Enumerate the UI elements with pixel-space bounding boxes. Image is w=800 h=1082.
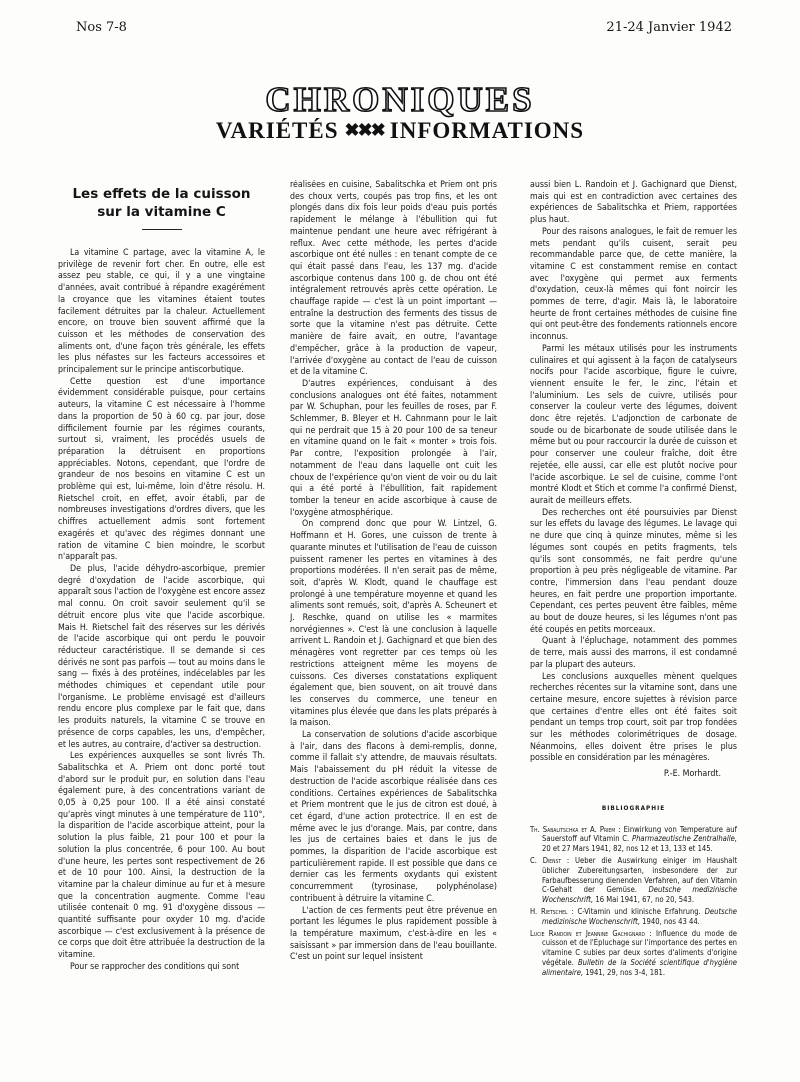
bibliography-list xyxy=(530,825,737,978)
bib-ref: 20 et 27 Mars 1941, 82, nos 12 et 13, 133 et 145. xyxy=(542,844,713,854)
bibliography-entry xyxy=(530,856,737,905)
paragraph: Pour se rapprocher des conditions qui sont xyxy=(70,961,240,972)
bib-title: Influence du mode de cuisson et de l'Épluchage sur l'importance des pertes en vitamine C subies par deux sortes d'aliments d'origine végétale. xyxy=(542,928,737,967)
bibliography-entry xyxy=(530,825,737,854)
paragraph: aussi bien L. Randoin et J. Gachignard que Dienst, mais qui est en contradiction avec certaines des expériences de Sabalitschka et Priem, rapportées plus haut. xyxy=(530,180,737,226)
paragraph: Cette question est d'une importance évidemment considérable puisque, pour certains auteurs, la vitamine C est nécessaire à l'homme dans la proportion de 50 à 60 cg. par jour, dose difficilement fournie par les régimes courants, surtout si, vraiment, les procédés usuels de préparation la détruisent en proportions appréciables. Notons, cependant, que l'ordre de grandeur de nos besoins en vitamine C est un problème qui est, lui-même, loin d'être résolu. H. Rietschel croit, en effet, avoir établi, par de nombreuses investigations d'ordres divers, que les chiffres actuellement admis sont fortement exagérés et qu'avec des régimes donnant une ration de vitamine C bien moindre, le scorbut n'apparaît pas. xyxy=(58,376,265,563)
masthead-subtitle xyxy=(0,118,800,144)
paragraph: Les expériences auxquelles se sont livrés Th. Sabalitschka et A. Priem ont donc porté tout d'abord sur le produit pur, en solution dans l'eau également pure, à des concentrations variant de 0,05 à 0,25 pour 100. Il a été ainsi constaté qu'après vingt minutes à une température de 110°, la disparition de l'acide ascorbique atteint, pour la solution la plus faible, 21 pour 100 et pour la solution la plus concentrée, 6 pour 100. Au bout d'une heure, les pertes sont respectivement de 26 et de 10 pour 100. Ainsi, la destruction de la vitamine par la chaleur diminue au fur et à mesure que la concentration augmente. Comme l'eau utilisée contenait 0 mg. 91 d'oxygène dissous — quantité suffisante pour oxyder 10 mg. d'acide ascorbique — c'est exclusivement à la présence de ce corps que doit être attribuée la destruction de la vitamine. xyxy=(58,751,265,961)
bib-journal: Deutsche medizinische Wochenschrift, xyxy=(542,885,737,905)
bib-authors: C. Dienst : xyxy=(530,855,570,865)
paragraph: D'autres expériences, conduisant à des conclusions analogues ont été faites, notamment par W. Schuphan, pour les feuilles de roses, par F. Schlemmer, B. Bleyer et H. Cahnmann pour le lait qui ne perdrait que 15 à 20 pour 100 de sa teneur en vitamine quand on le fait « monter » trois fois. Par contre, l'exposition prolongée à l'air, notamment de l'eau dans laquelle ont cuit les choux de l'expérience qu'on vient de voir ou du lait qui a été porté à l'ébullition, fait rapidement tomber la teneur en acide ascorbique à cause de l'oxygène atmosphérique. xyxy=(290,378,497,518)
bibliography-heading: BIBLIOGRAPHIE xyxy=(601,803,666,812)
issue-date: 21-24 Janvier 1942 xyxy=(606,20,732,35)
bib-authors: H. Rietschel : xyxy=(530,906,574,916)
article-column-1 xyxy=(58,180,265,974)
masthead-subtitle-right: INFORMATIONS xyxy=(389,118,585,143)
paragraph: réalisées en cuisine, Sabalitschka et Priem ont pris des choux verts, coupés pas trop fins, et les ont plongés dans dix fois leur poids d'eau puis portés rapidement le mélange à l'ébullition qui fut maintenue pendant une heure avec réfrigérant à reflux. Avec cette méthode, les pertes d'acide ascorbique ont été nulles : en tenant compte de ce qui était passé dans l'eau, les 137 mg. d'acide ascorbique contenus dans 100 g. de chou ont été intégralement retrouvés après cette opération. Le chauffage rapide — c'est là un point important — entraîne la destruction des ferments des tissus de sorte que la vitamine n'est pas détruite. Cette manière de faire avait, en outre, l'avantage d'empêcher, grâce à la production de vapeur, l'arrivée d'oxygène au contact de l'eau de cuisson et de la vitamine C. xyxy=(290,180,497,378)
bib-title: C-Vitamin und klinische Erfahrung. xyxy=(577,906,701,916)
paragraph: La vitamine C partage, avec la vitamine A, le privilège de revenir fort cher. En outre, elle est assez peu stable, ce qui, il y a une vingtaine d'années, avait contribué à répandre exagérément la croyance que les vitamines étaient toutes facilement détruites par la chaleur. Actuellement encore, on trouve bien souvent affirmé que la cuisson et les méthodes de conservation des aliments ont, d'une façon très générale, les effets les plus néfastes sur les facteurs accessoires et principalement sur le principe antiscorbutique. xyxy=(58,248,265,376)
paragraph: Les conclusions auxquelles mènent quelques recherches récentes sur la vitamine sont, dans une certaine mesure, encore sujettes à révision parce que certaines d'entre elles ont été faites soit pendant un temps trop court, soit par trop fondées sur les méthodes colorimétriques de dosage. Néanmoins, elles doivent être prises le plus possible en considération par les ménagères. xyxy=(530,671,737,764)
author-signature: P.-E. Morhardt. xyxy=(663,769,721,780)
bib-authors: Lucie Randoin et Jeannine Gachignard : xyxy=(530,928,652,938)
bib-ref: 16 Mai 1941, 67, no 20, 543. xyxy=(595,895,695,905)
bib-title: Einwirkung von Temperature auf Sauerstoff auf Vitamin C. xyxy=(542,824,737,844)
article-title-line: Les effets de la cuisson xyxy=(72,186,251,202)
paragraph: Quant à l'épluchage, notamment des pommes de terre, mais aussi des marrons, il est condamné par la plupart des auteurs. xyxy=(530,636,737,670)
bib-journal: Bulletin de la Société scientifique d'hygiène alimentaire, xyxy=(542,957,737,977)
article-column-2 xyxy=(290,180,497,964)
bib-title: Ueber die Auswirkung einiger im Haushalt üblicher Zubereitungsarten, insbesondere der zur Farbaufbesserung dienenden Verfahren, auf den Vitamin C-Gehalt der Gemüse. xyxy=(542,855,737,895)
paragraph: On comprend donc que pour W. Lintzel, G. Hoffmann et H. Gores, une cuisson de trente à quarante minutes et l'utilisation de l'eau de cuisson puissent ramener les pertes en vitamines à des proportions modérées. Il n'en serait pas de même, soit, d'après W. Klodt, quand le chauffage est prolongé à une température moyenne et quand les aliments sont remués, soit, d'après A. Scheunert et J. Reschke, quand on utilise les « marmites norvégiennes ». C'est là une conclusion à laquelle arrivent L. Randoin et J. Gachignard et que bien des ménagères vont regretter par ces temps où les restrictions atteignent même les moyens de cuissons. Ces diverses constatations expliquent également que, bien souvent, on ait trouvé dans les conserves du commerce, une teneur en vitamines plus élevée que dans les plats préparés à la maison. xyxy=(290,519,497,729)
paragraph: De plus, l'acide déhydro-ascorbique, premier degré d'oxydation de l'acide ascorbique, qui apparaît sous l'action de l'oxygène est encore assez mal connu. On croit savoir seulement qu'il se détruit encore plus vite que l'acide ascorbique. Mais H. Rietschel fait des réserves sur les dérivés de l'acide ascorbique qui ont perdu le pouvoir réducteur caractéristique. Il se demande si ces dérivés ne sont pas parfois — tout au moins dans le sang — fixés à des protéines, indécelables par les méthodes chimiques et cependant utile pour l'organisme. Le problème envisagé est d'ailleurs rendu encore plus complexe par le fait que, dans les produits naturels, la vitamine C se trouve en présence de corps capables, les uns, d'empêcher, et les autres, au contraire, d'activer sa destruction. xyxy=(58,563,265,750)
article-column-3 xyxy=(530,180,737,980)
paragraph: La conservation de solutions d'acide ascorbique à l'air, dans des flacons à demi-remplis, donne, comme il fallait s'y attendre, de mauvais résultats. Mais l'abaissement du pH réduit la vitesse de destruction de l'acide ascorbique réalisée dans ces conditions. Certaines expériences de Sabalitschka et Priem montrent que le jus de citron est doué, à cet égard, d'une action protectrice. Il en est de même avec le jus d'orange. Mais, par contre, dans les jus de certaines baies et dans le jus de pommes, la disparition de l'acide ascorbique est particulièrement rapide. Il est possible que dans ce dernier cas les ferments oxydants qui existent concurremment (tyrosinase, polyphénolase) contribuent à détruire la vitamine C. xyxy=(290,730,497,904)
bibliography-entry xyxy=(530,929,737,978)
paragraph: L'action de ces ferments peut être prévenue en portant les légumes le plus rapidement possible à la température maximum, c'est-à-dire en les « saisissant » par immersion dans de l'eau bouillante. C'est un point sur lequel insistent xyxy=(290,905,497,963)
masthead-title: CHRONIQUES xyxy=(265,80,535,119)
article-title-line: sur la vitamine C xyxy=(97,204,226,220)
masthead-subtitle-left: VARIÉTÉS xyxy=(215,118,339,143)
bib-ref: 1940, nos 43 44. xyxy=(642,916,700,926)
ornament-icon: ✖✖✖ xyxy=(344,120,384,140)
bib-journal: Pharmazeutische Zentralhalle, xyxy=(631,834,737,844)
paragraph: Parmi les métaux utilisés pour les instruments culinaires et qui agissent à la façon de catalyseurs nocifs pour l'acide ascorbique, figure le cuivre, viennent ensuite le fer, le zinc, l'étain et l'aluminium. Les sels de cuivre, utilisés pour conserver la couleur verte des légumes, doivent donc être rejetés. L'adjonction de carbonate de soude ou de bicarbonate de soude utilisée dans le même but ou pour raccourcir la durée de cuisson et pour conserver une couleur fraîche, doit être rejetée, elle aussi, car elle est plutôt nocive pour l'acide ascorbique. Le sel de cuisine, comme l'ont montré Klodt et Stich et comme l'a confirmé Dienst, aurait de meilleurs effets. xyxy=(530,343,737,506)
paragraph: Des recherches ont été poursuivies par Dienst sur les effets du lavage des légumes. Le lavage qui ne dure que cinq à quinze minutes, même si les légumes sont coupés en petits fragments, tels qu'ils sont consommés, ne fait perdre qu'une proportion à peu près négligeable de vitamine. Par contre, l'immersion dans l'eau pendant douze heures, en fait perdre une proportion importante. Cependant, ces pertes peuvent être faibles, même au bout de douze heures, si les légumes n'ont pas été coupés en petits morceaux. xyxy=(530,507,737,635)
bib-journal: Deutsche medizinische Wochenschrift, xyxy=(542,906,737,926)
issue-number: Nos 7-8 xyxy=(76,20,127,35)
paragraph: Pour des raisons analogues, le fait de remuer les mets pendant qu'ils cuisent, serait peu recommandable parce que, de cette manière, la vitamine C est constamment remise en contact avec l'oxygène qui permet aux ferments d'oxydation, ceux-là mêmes qui font noircir les pommes de terre, d'agir. Mais là, le laboratoire heurte de front certaines méthodes de cuisine fine qui ont peut-être des fondements rationnels encore inconnus. xyxy=(530,226,737,343)
bib-ref: 1941, 29, nos 3-4, 181. xyxy=(585,967,665,977)
bib-authors: Th. Sabalitschka et A. Priem : xyxy=(530,824,621,834)
article-title xyxy=(58,185,265,221)
title-divider xyxy=(142,229,182,230)
bibliography-entry xyxy=(530,907,737,927)
